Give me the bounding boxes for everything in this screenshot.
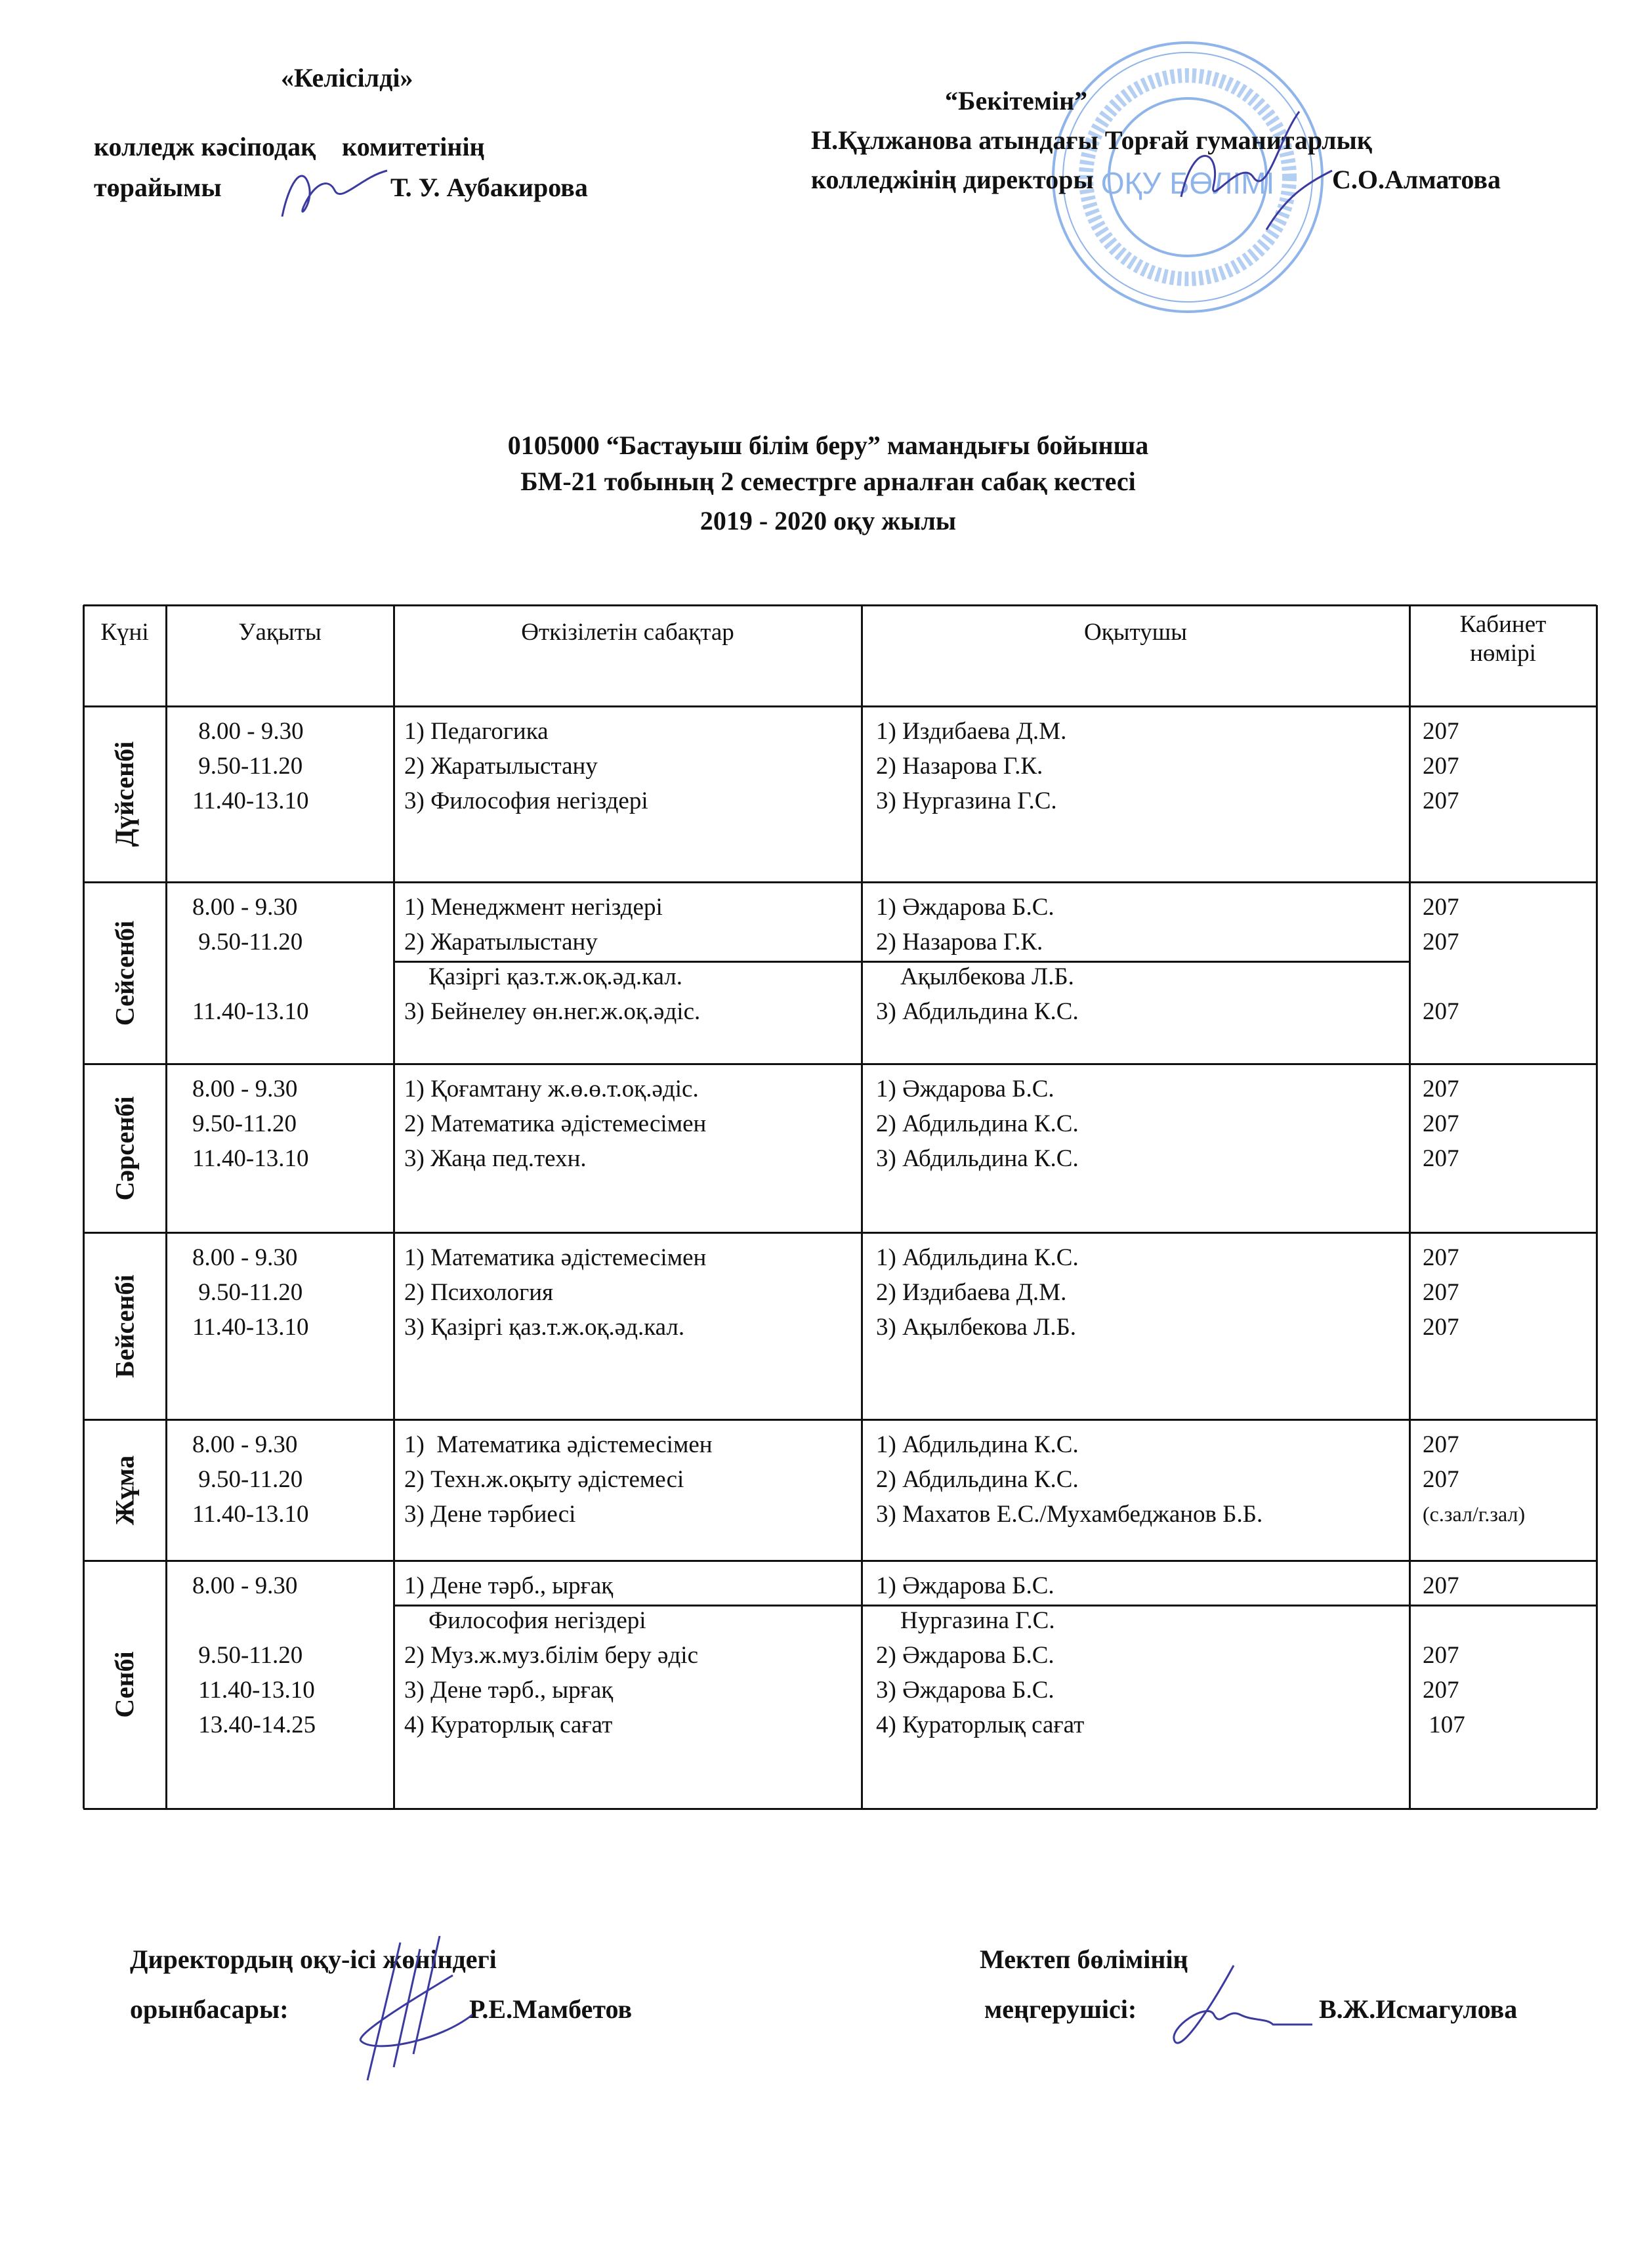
lesson-subject: 1) Қоғамтану ж.ө.ө.т.оқ.әдіс. xyxy=(404,1076,699,1102)
lesson-teacher: 1) Әждарова Б.С. xyxy=(876,894,1054,921)
day-name: Дүйсенбі xyxy=(110,741,139,847)
approved-heading: “Бекітемін” xyxy=(945,86,1088,116)
lesson-teacher: 1) Издибаева Д.М. xyxy=(876,718,1067,745)
lesson-subject: 1) Дене тәрб., ырғақ xyxy=(404,1572,614,1599)
table-column-border xyxy=(1596,605,1598,1809)
lesson-subject: 3) Философия негіздері xyxy=(404,788,648,814)
lesson-subject: 3) Дене тәрб., ырғақ xyxy=(404,1677,614,1704)
header-room: Кабинет нөмірі xyxy=(1459,611,1547,667)
lesson-time: 11.40-13.10 xyxy=(192,1314,309,1341)
day-name: Жұма xyxy=(110,1455,139,1525)
lesson-room: 107 xyxy=(1423,1712,1465,1738)
lesson-time: 8.00 - 9.30 xyxy=(192,1572,298,1599)
day-name: Бейсенбі xyxy=(110,1274,139,1378)
lesson-time: 8.00 - 9.30 xyxy=(192,894,298,921)
lesson-room: 207 xyxy=(1423,894,1459,921)
lesson-teacher: 3) Махатов Е.С./Мухамбеджанов Б.Б. xyxy=(876,1501,1263,1528)
table-column-border xyxy=(393,605,395,1809)
table-row-border xyxy=(83,1063,1597,1065)
lesson-room: 207 xyxy=(1423,1110,1459,1137)
table-column-border xyxy=(165,605,167,1809)
lesson-time: 9.50-11.20 xyxy=(192,753,303,780)
table-row-border xyxy=(83,1808,1597,1810)
deputy-label: орынбасары: xyxy=(130,1994,289,2024)
lesson-subject: 2) Психология xyxy=(404,1279,554,1306)
lesson-subject: 3) Дене тәрбиесі xyxy=(404,1501,576,1528)
lesson-teacher: 2) Назарова Г.К. xyxy=(876,929,1043,956)
lesson-room: 207 xyxy=(1423,1279,1459,1306)
lesson-subject: 4) Кураторлық сағат xyxy=(404,1712,613,1738)
title-line2: БМ-21 тобының 2 семестрге арналған сабақ кестесі xyxy=(520,467,1136,496)
lesson-subject: 3) Жаңа пед.техн. xyxy=(404,1145,587,1172)
lesson-subject: 2) Жаратылыстану xyxy=(404,929,598,956)
lesson-time: 11.40-13.10 xyxy=(192,1677,315,1704)
lesson-room: 207 xyxy=(1423,788,1459,814)
lesson-time: 11.40-13.10 xyxy=(192,1145,309,1172)
signature-deputy xyxy=(341,1936,472,2087)
lesson-teacher: 2) Издибаева Д.М. xyxy=(876,1279,1067,1306)
lesson-time: 9.50-11.20 xyxy=(192,1466,303,1493)
lesson-room: 207 xyxy=(1423,1314,1459,1341)
lesson-teacher: 2) Абдильдина К.С. xyxy=(876,1110,1079,1137)
lesson-time: 8.00 - 9.30 xyxy=(192,718,304,745)
lesson-room: 207 xyxy=(1423,929,1459,956)
header-day: Күні xyxy=(100,619,149,646)
lesson-time: 8.00 - 9.30 xyxy=(192,1431,298,1458)
agreed-label: төрайымы xyxy=(94,173,222,202)
lesson-subject: 2) Техн.ж.оқыту әдістемесі xyxy=(404,1466,684,1493)
lesson-room: 207 xyxy=(1423,1642,1459,1669)
lesson-teacher: Нургазина Г.С. xyxy=(876,1607,1055,1634)
agreed-name: Т. У. Аубакирова xyxy=(390,173,588,202)
lesson-teacher: 3) Абдильдина К.С. xyxy=(876,998,1079,1025)
deputy-line1: Директордың оқу-ісі жөніндегі xyxy=(130,1944,497,1974)
lesson-time: 9.50-11.20 xyxy=(192,1110,297,1137)
lesson-subject: Қазіргі қаз.т.ж.оқ.әд.кал. xyxy=(404,963,683,990)
table-row-border xyxy=(83,604,1597,606)
lesson-teacher: 3) Нургазина Г.С. xyxy=(876,788,1057,814)
lesson-teacher: 1) Абдильдина К.С. xyxy=(876,1431,1079,1458)
head-label: меңгерушісі: xyxy=(984,1994,1137,2024)
lesson-room: 207 xyxy=(1423,718,1459,745)
day-name: Сәрсенбі xyxy=(110,1095,139,1201)
lesson-time: 11.40-13.10 xyxy=(192,788,309,814)
lesson-divider xyxy=(862,1605,1597,1606)
lesson-teacher: 3) Абдильдина К.С. xyxy=(876,1145,1079,1172)
table-column-border xyxy=(83,605,85,1809)
title-line1: 0105000 “Бастауыш білім беру” мамандығы бойынша xyxy=(507,430,1149,460)
lesson-room: 207 xyxy=(1423,753,1459,780)
table-row-border xyxy=(83,881,1597,883)
head-line1: Мектеп бөлімінің xyxy=(980,1944,1188,1974)
lesson-subject: 3) Бейнелеу өн.нег.ж.оқ.әдіс. xyxy=(404,998,701,1025)
lesson-teacher: 2) Абдильдина К.С. xyxy=(876,1466,1079,1493)
stamp-text: ОҚУ БӨЛІМІ xyxy=(1100,166,1275,200)
header-subjects: Өткізілетін сабақтар xyxy=(521,619,734,646)
signature-head xyxy=(1155,1962,1325,2061)
lesson-time: 9.50-11.20 xyxy=(192,1642,303,1669)
table-row-border xyxy=(83,1560,1597,1562)
table-row-border xyxy=(83,1232,1597,1234)
header-time: Уақыты xyxy=(238,619,322,646)
approved-line1: Н.Құлжанова атындағы Торғай гуманитарлық xyxy=(811,125,1372,155)
lesson-teacher: 3) Ақылбекова Л.Б. xyxy=(876,1314,1076,1341)
agreed-line1: колледж кәсіподақ комитетінің xyxy=(94,132,485,161)
lesson-time: 9.50-11.20 xyxy=(192,1279,303,1306)
lesson-room: 207 xyxy=(1423,998,1459,1025)
lesson-room: 207 xyxy=(1423,1572,1459,1599)
lesson-subject: Философия негіздері xyxy=(404,1607,646,1634)
head-name: В.Ж.Исмагулова xyxy=(1319,1994,1518,2024)
schedule-table xyxy=(83,605,1597,1809)
header-teacher: Оқытушы xyxy=(1083,619,1188,646)
title-line3: 2019 - 2020 оқу жылы xyxy=(699,506,957,536)
lesson-room: 207 xyxy=(1423,1076,1459,1102)
day-name: Сейсенбі xyxy=(110,920,139,1026)
lesson-subject: 1) Педагогика xyxy=(404,718,549,745)
lesson-teacher: 4) Кураторлық сағат xyxy=(876,1712,1085,1738)
day-name: Сенбі xyxy=(110,1651,139,1718)
lesson-divider xyxy=(394,961,1409,963)
lesson-time: 9.50-11.20 xyxy=(192,929,303,956)
lesson-time: 11.40-13.10 xyxy=(192,1501,309,1528)
table-row-border xyxy=(83,1419,1597,1421)
lesson-subject: 2) Жаратылыстану xyxy=(404,753,598,780)
approved-label: колледжінің директоры xyxy=(811,165,1094,194)
table-row-border xyxy=(83,705,1597,707)
lesson-room: (с.зал/г.зал) xyxy=(1423,1502,1526,1526)
lesson-time: 8.00 - 9.30 xyxy=(192,1076,298,1102)
lesson-teacher: 1) Әждарова Б.С. xyxy=(876,1572,1054,1599)
signature-director xyxy=(1168,98,1339,243)
lesson-teacher: 3) Әждарова Б.С. xyxy=(876,1677,1054,1704)
lesson-room: 207 xyxy=(1423,1677,1459,1704)
lesson-subject: 1) Математика әдістемесімен xyxy=(404,1244,707,1271)
lesson-teacher: 1) Абдильдина К.С. xyxy=(876,1244,1079,1271)
lesson-room: 207 xyxy=(1423,1244,1459,1271)
lesson-subject: 2) Математика әдістемесімен xyxy=(404,1110,707,1137)
lesson-time: 13.40-14.25 xyxy=(192,1712,316,1738)
lesson-teacher: 2) Назарова Г.К. xyxy=(876,753,1043,780)
lesson-time: 8.00 - 9.30 xyxy=(192,1244,298,1271)
table-column-border xyxy=(1409,605,1411,1809)
lesson-subject: 1) Математика әдістемесімен xyxy=(404,1431,713,1458)
lesson-time: 11.40-13.10 xyxy=(192,998,309,1025)
lesson-room: 207 xyxy=(1423,1145,1459,1172)
lesson-subject: 2) Муз.ж.муз.білім беру әдіс xyxy=(404,1642,698,1669)
agreed-heading: «Келісілді» xyxy=(281,63,413,93)
lesson-subject: 1) Менеджмент негіздері xyxy=(404,894,663,921)
lesson-room: 207 xyxy=(1423,1431,1459,1458)
signature-left xyxy=(269,158,400,230)
lesson-teacher: Ақылбекова Л.Б. xyxy=(876,963,1074,990)
approved-name: С.О.Алматова xyxy=(1332,165,1501,194)
deputy-name: Р.Е.Мамбетов xyxy=(469,1994,633,2024)
lesson-subject: 3) Қазіргі қаз.т.ж.оқ.әд.кал. xyxy=(404,1314,685,1341)
table-column-border xyxy=(861,605,863,1809)
lesson-teacher: 1) Әждарова Б.С. xyxy=(876,1076,1054,1102)
lesson-room: 207 xyxy=(1423,1466,1459,1493)
lesson-teacher: 2) Әждарова Б.С. xyxy=(876,1642,1054,1669)
